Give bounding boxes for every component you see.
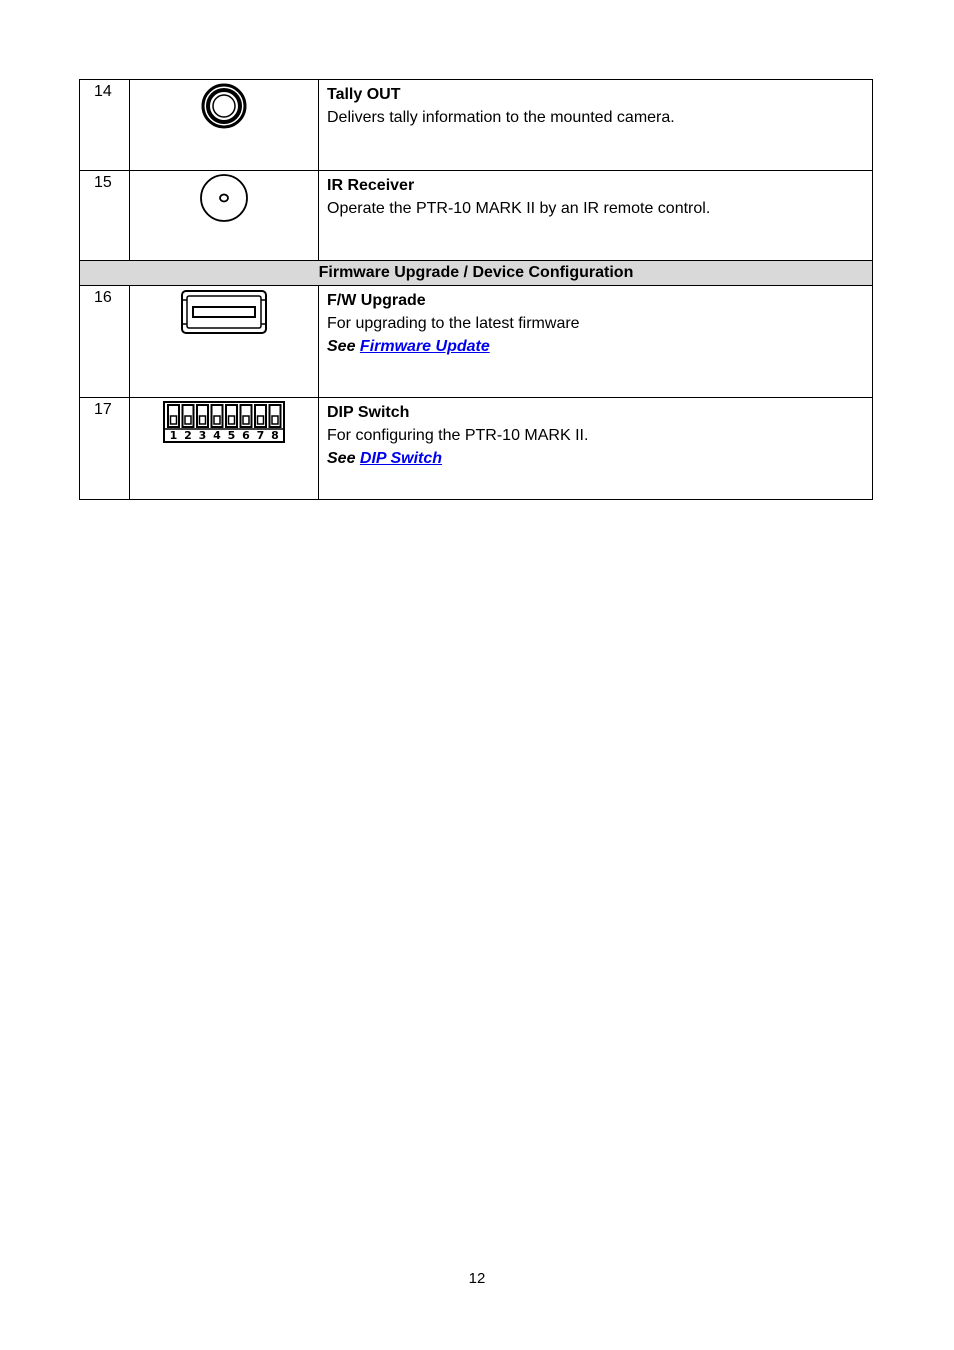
item-title: Tally OUT [327,86,401,103]
dip-switch-knob [258,416,264,424]
see-prefix: See [327,450,356,467]
description-cell [319,171,873,261]
dip-switch-label: 1 [169,429,178,442]
section-header-row [80,261,873,286]
dip-switch-knob [243,416,249,424]
dip-switch-label: 6 [242,429,250,442]
description-cell [319,80,873,171]
item-title: F/W Upgrade [327,292,426,309]
table-row [80,171,873,261]
connector-table [79,79,873,500]
dip-switch-label: 5 [227,429,236,442]
ir-receiver-icon [199,173,249,228]
dip-switch-label: 7 [256,429,265,442]
item-description: For upgrading to the latest firmware [327,315,580,332]
dip-switch-knob [272,416,278,424]
table-row [80,286,873,398]
tally-out-connector-icon [200,82,248,135]
see-prefix: See [327,338,356,355]
dip-switch-icon [162,400,286,449]
dip-switch-knob [214,416,220,424]
firmware-update-link[interactable]: Firmware Update [359,338,490,355]
dip-switch-link[interactable]: DIP Switch [359,450,443,467]
description-cell [319,286,873,398]
table-row [80,398,873,500]
dip-switch-knob [200,416,206,424]
see-reference [327,447,864,470]
row-number: 16 [80,286,130,398]
dip-switch-knob [171,416,177,424]
dip-switch-label: 3 [198,429,207,442]
dip-switch-label: 4 [213,429,221,442]
item-title: DIP Switch [327,404,410,421]
item-description: For configuring the PTR-10 MARK II. [327,427,589,444]
usb-port-icon [180,288,268,341]
row-number: 14 [80,80,130,171]
description-cell [319,398,873,500]
item-title: IR Receiver [327,177,415,194]
icon-cell [130,80,319,171]
dip-switch-label: 8 [271,429,279,442]
icon-cell [130,286,319,398]
item-description: Operate the PTR-10 MARK II by an IR remote control. [327,200,711,217]
dip-switch-knob [229,416,235,424]
row-number: 15 [80,171,130,261]
page-number: 12 [468,1270,486,1287]
see-reference [327,335,864,358]
row-number: 17 [80,398,130,500]
table-row [80,80,873,171]
dip-switch-label: 2 [184,429,192,442]
dip-switch-knob [185,416,191,424]
icon-cell [130,398,319,500]
icon-cell [130,171,319,261]
item-description: Delivers tally information to the mounted camera. [327,109,675,126]
section-header: Firmware Upgrade / Device Configuration [80,261,873,286]
